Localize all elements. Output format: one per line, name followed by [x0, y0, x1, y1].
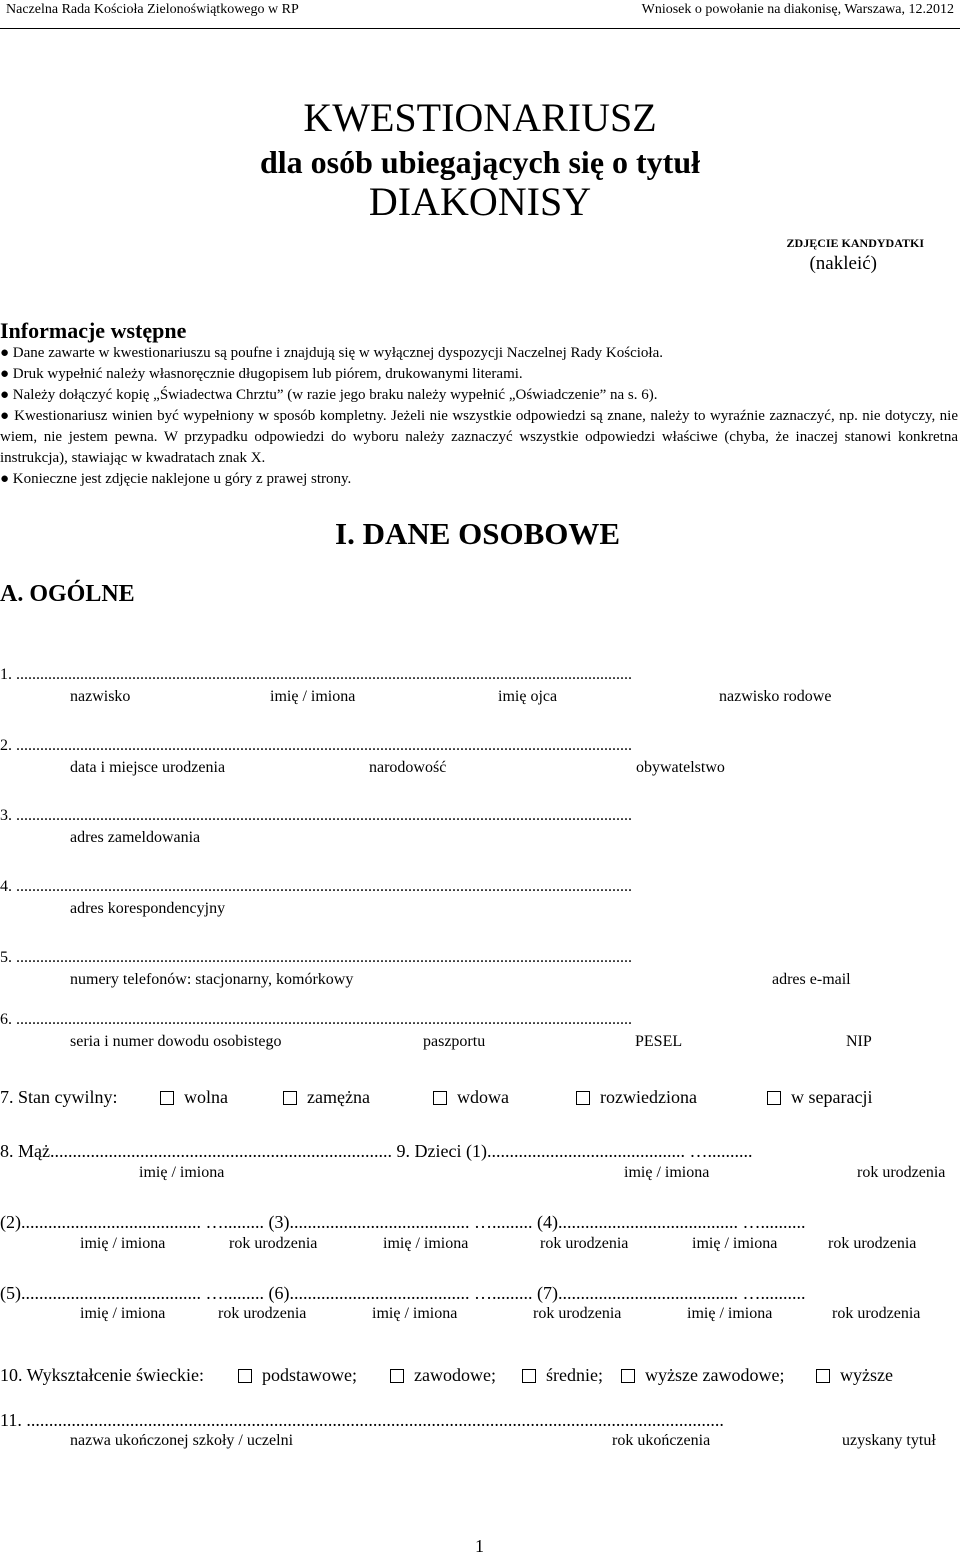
intro-item: ● Należy dołączyć kopię „Świadectwa Chrztu” (w razie jego braku należy wypełnić „Oświadczenie” na s. 6). — [0, 387, 658, 403]
intro-item: ● Kwestionariusz winien być wypełniony w sposób kompletny. Jeżeli nie wszystkie odpowiedzi są znane, należy to wyraźnie zaznaczyć, np. nie dotyczy, nie wiem, nie jestem pewna. W przypadku odpowiedzi do wyboru należy zaznaczyć wszystkie odpowiedzi właściwe (chyba, że inaczej stanowi konkretna instrukcja), stawiając w kwadratach znak X. — [0, 408, 958, 466]
field-6-label: PESEL — [635, 1033, 683, 1050]
checkbox[interactable] — [576, 1091, 590, 1105]
checkbox[interactable] — [522, 1369, 536, 1383]
child-name-label: imię / imiona — [80, 1235, 166, 1252]
child-name-label: imię / imiona — [372, 1305, 458, 1322]
field-11-label: uzyskany tytuł — [842, 1432, 936, 1449]
title-role: DIAKONISY — [368, 179, 592, 224]
education-option-primary[interactable] — [238, 1365, 357, 1386]
field-6-line[interactable]: 6. .......................................................................................................................................................... — [0, 1011, 632, 1028]
subsection-title: A. OGÓLNE — [0, 581, 135, 607]
option-label: wyższe zawodowe; — [645, 1365, 785, 1385]
field-6-label: paszportu — [423, 1033, 486, 1050]
education-label: 10. Wykształcenie świeckie: — [0, 1365, 205, 1385]
checkbox[interactable] — [238, 1369, 252, 1383]
photo-label: ZDJĘCIE KANDYDATKI — [786, 236, 924, 250]
checkbox[interactable] — [160, 1091, 174, 1105]
checkbox[interactable] — [621, 1369, 635, 1383]
child-name-label: imię / imiona — [692, 1235, 778, 1252]
field-3-line[interactable]: 3. .......................................................................................................................................................... — [0, 807, 632, 824]
option-label: podstawowe; — [262, 1365, 357, 1385]
marital-option-free[interactable] — [160, 1087, 228, 1108]
option-label: wdowa — [457, 1087, 509, 1107]
field-1-line[interactable]: 1. .......................................................................................................................................................... — [0, 666, 632, 683]
child-year-label: rok urodzenia — [218, 1305, 307, 1322]
child-year-label: rok urodzenia — [229, 1235, 318, 1252]
option-label: rozwiedziona — [600, 1087, 697, 1107]
intro-item: ● Druk wypełnić należy własnoręcznie długopisem lub piórem, drukowanymi literami. — [0, 366, 523, 382]
checkbox[interactable] — [283, 1091, 297, 1105]
child-name-label: imię / imiona — [624, 1164, 710, 1181]
field-11-line[interactable]: 11. ........................................................................................................................................................... — [0, 1410, 724, 1430]
child-name-label: imię / imiona — [383, 1235, 469, 1252]
child-name-label: imię / imiona — [687, 1305, 773, 1322]
checkbox[interactable] — [816, 1369, 830, 1383]
field-11-label: nazwa ukończonej szkoły / uczelni — [70, 1432, 294, 1449]
intro-item: ● Konieczne jest zdjęcie naklejone u góry z prawej strony. — [0, 471, 352, 487]
title-main: KWESTIONARIUSZ — [303, 95, 657, 140]
field-4-line[interactable]: 4. .......................................................................................................................................................... — [0, 878, 632, 895]
header-divider — [0, 28, 960, 29]
marital-status-label: 7. Stan cywilny: — [0, 1087, 118, 1107]
spouse-label: imię / imiona — [139, 1164, 225, 1181]
field-5-label: numery telefonów: stacjonarny, komórkowy — [70, 971, 354, 988]
marital-option-separated[interactable] — [767, 1087, 872, 1108]
field-11-label: rok ukończenia — [612, 1432, 711, 1449]
education-option-vocational[interactable] — [390, 1365, 496, 1386]
marital-option-widow[interactable] — [433, 1087, 509, 1108]
intro-heading: Informacje wstępne — [0, 318, 187, 343]
option-label: zamężna — [307, 1087, 370, 1107]
child-name-label: imię / imiona — [80, 1305, 166, 1322]
field-1-label: imię ojca — [498, 688, 558, 705]
option-label: średnie; — [546, 1365, 603, 1385]
field-1-label: nazwisko rodowe — [719, 688, 832, 705]
field-2-line[interactable]: 2. .......................................................................................................................................................... — [0, 737, 632, 754]
checkbox[interactable] — [433, 1091, 447, 1105]
education-option-higher-vocational[interactable] — [621, 1365, 784, 1386]
field-5-line[interactable]: 5. .......................................................................................................................................................... — [0, 949, 632, 966]
child-year-label: rok urodzenia — [533, 1305, 622, 1322]
intro-list — [0, 343, 958, 490]
education-option-secondary[interactable] — [522, 1365, 603, 1386]
field-5-label: adres e-mail — [772, 971, 851, 988]
child-year-label: rok urodzenia — [828, 1235, 917, 1252]
education-option-higher[interactable] — [816, 1365, 893, 1386]
marital-option-divorced[interactable] — [576, 1087, 697, 1108]
marital-option-married[interactable] — [283, 1087, 370, 1108]
header-left: Naczelna Rada Kościoła Zielonoświątkowego w RP — [6, 2, 299, 17]
option-label: wyższe — [840, 1365, 893, 1385]
field-6-label: seria i numer dowodu osobistego — [70, 1033, 282, 1050]
field-1-label: nazwisko — [70, 688, 131, 705]
child-year-label: rok urodzenia — [832, 1305, 921, 1322]
option-label: w separacji — [791, 1087, 873, 1107]
header-right: Wniosek o powołanie na diakonisę, Warszawa, 12.2012 — [641, 2, 954, 17]
child-year-label: rok urodzenia — [540, 1235, 629, 1252]
field-2-label: narodowość — [369, 759, 447, 776]
intro-item: ● Dane zawarte w kwestionariuszu są poufne i znajdują się w wyłącznej dyspozycji Naczelnej Rady Kościoła. — [0, 345, 663, 361]
title-sub: dla osób ubiegających się o tytuł — [259, 144, 701, 180]
field-3-label: adres zameldowania — [70, 829, 201, 846]
field-2-label: data i miejsce urodzenia — [70, 759, 226, 776]
field-2-label: obywatelstwo — [636, 759, 725, 776]
children-line-1[interactable]: (2)........................................ …......... (3)........................................ …......... (4)........................................ ….......... — [0, 1212, 806, 1232]
spouse-children-line[interactable]: 8. Mąż............................................................................ 9. Dzieci (1)............................................ ….......... — [0, 1141, 753, 1161]
field-4-label: adres korespondencyjny — [70, 900, 226, 917]
checkbox[interactable] — [767, 1091, 781, 1105]
option-label: zawodowe; — [414, 1365, 496, 1385]
photo-note: (nakleić) — [809, 253, 877, 274]
children-line-2[interactable]: (5)........................................ …......... (6)........................................ …......... (7)........................................ ….......... — [0, 1283, 806, 1303]
field-1-label: imię / imiona — [270, 688, 356, 705]
option-label: wolna — [184, 1087, 228, 1107]
child-year-label: rok urodzenia — [857, 1164, 946, 1181]
section-title: I. DANE OSOBOWE — [335, 516, 621, 551]
checkbox[interactable] — [390, 1369, 404, 1383]
page-number: 1 — [475, 1536, 484, 1556]
field-6-label: NIP — [846, 1033, 872, 1050]
